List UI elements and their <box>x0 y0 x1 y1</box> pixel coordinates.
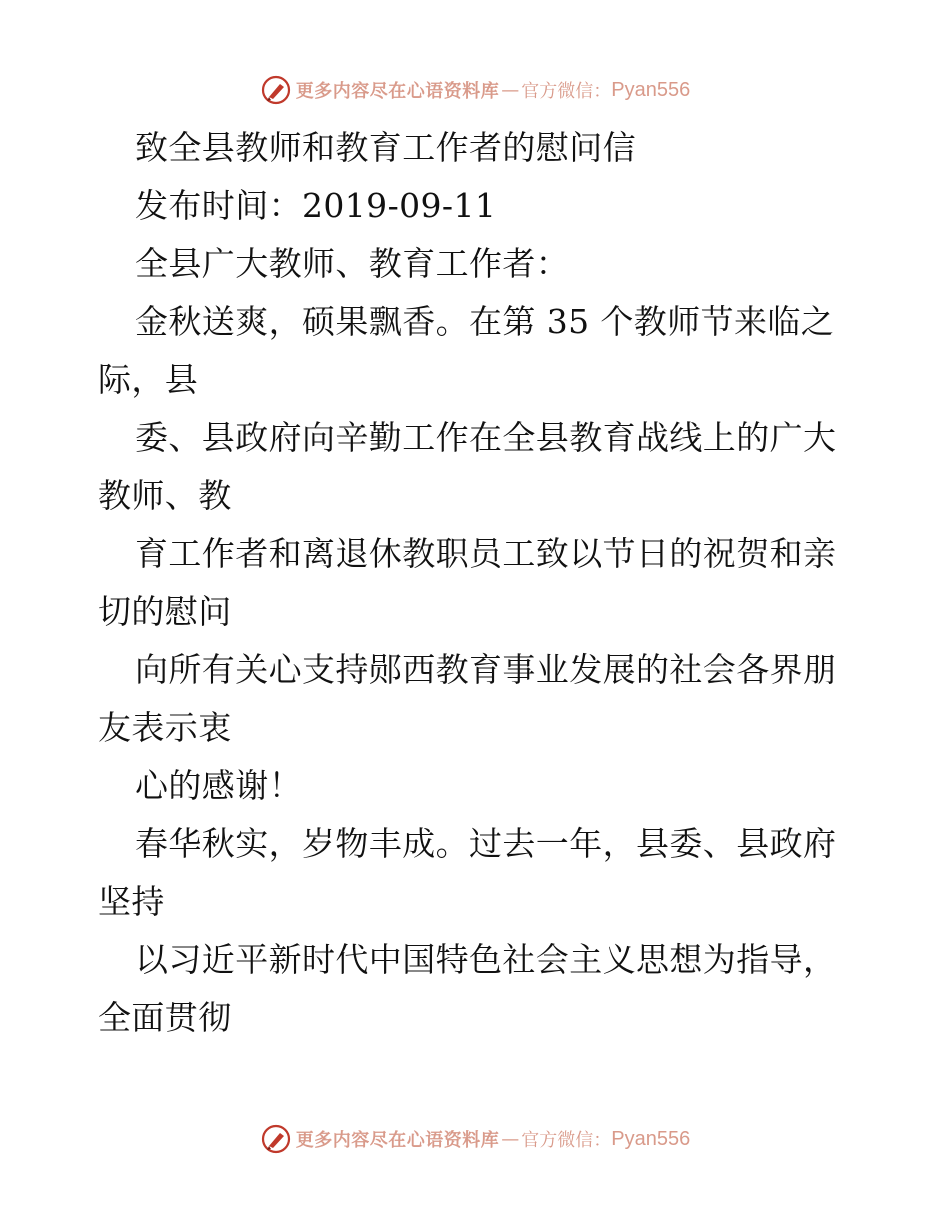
banner-text-wechat: 官方微信： <box>521 81 612 102</box>
paragraph-line: 坚持 <box>98 882 165 921</box>
banner-wechat-id: Pyan556 <box>611 78 691 101</box>
paragraph-line: 委、县政府向辛勤工作在全县教育战线上的广大 <box>135 418 837 457</box>
header-watermark-banner <box>0 70 950 110</box>
document-title: 致全县教师和教育工作者的慰问信 <box>135 128 636 167</box>
pen-logo-icon <box>260 74 292 106</box>
banner-dash: — <box>501 1128 520 1150</box>
banner-text-wechat: 官方微信： <box>521 1130 612 1151</box>
footer-watermark-banner <box>0 1119 950 1159</box>
paragraph-line: 心的感谢！ <box>135 766 302 805</box>
banner-wechat-id: Pyan556 <box>611 1127 691 1150</box>
paragraph-line: 友表示衷 <box>98 708 232 747</box>
publish-date-line: 发布时间：2019-09-11 <box>135 186 497 225</box>
paragraph-line: 全面贯彻 <box>98 998 232 1037</box>
paragraph-line: 育工作者和离退休教职员工致以节日的祝贺和亲 <box>135 534 837 573</box>
paragraph-line: 以习近平新时代中国特色社会主义思想为指导， <box>135 940 837 979</box>
paragraph-line: 金秋送爽，硕果飘香。在第 35 个教师节来临之 <box>135 302 835 341</box>
banner-dash: — <box>501 79 520 101</box>
paragraph-line: 向所有关心支持郧西教育事业发展的社会各界朋 <box>135 650 837 689</box>
banner-text-cn: 更多内容尽在心语资料库 <box>295 81 500 102</box>
paragraph-line: 春华秋实，岁物丰成。过去一年，县委、县政府 <box>135 824 837 863</box>
paragraph-line: 际，县 <box>98 360 199 399</box>
pen-logo-icon <box>260 1123 292 1155</box>
salutation-line: 全县广大教师、教育工作者： <box>135 244 570 283</box>
paragraph-line: 教师、教 <box>98 476 232 515</box>
paragraph-line: 切的慰问 <box>98 592 232 631</box>
banner-text-cn: 更多内容尽在心语资料库 <box>295 1130 500 1151</box>
